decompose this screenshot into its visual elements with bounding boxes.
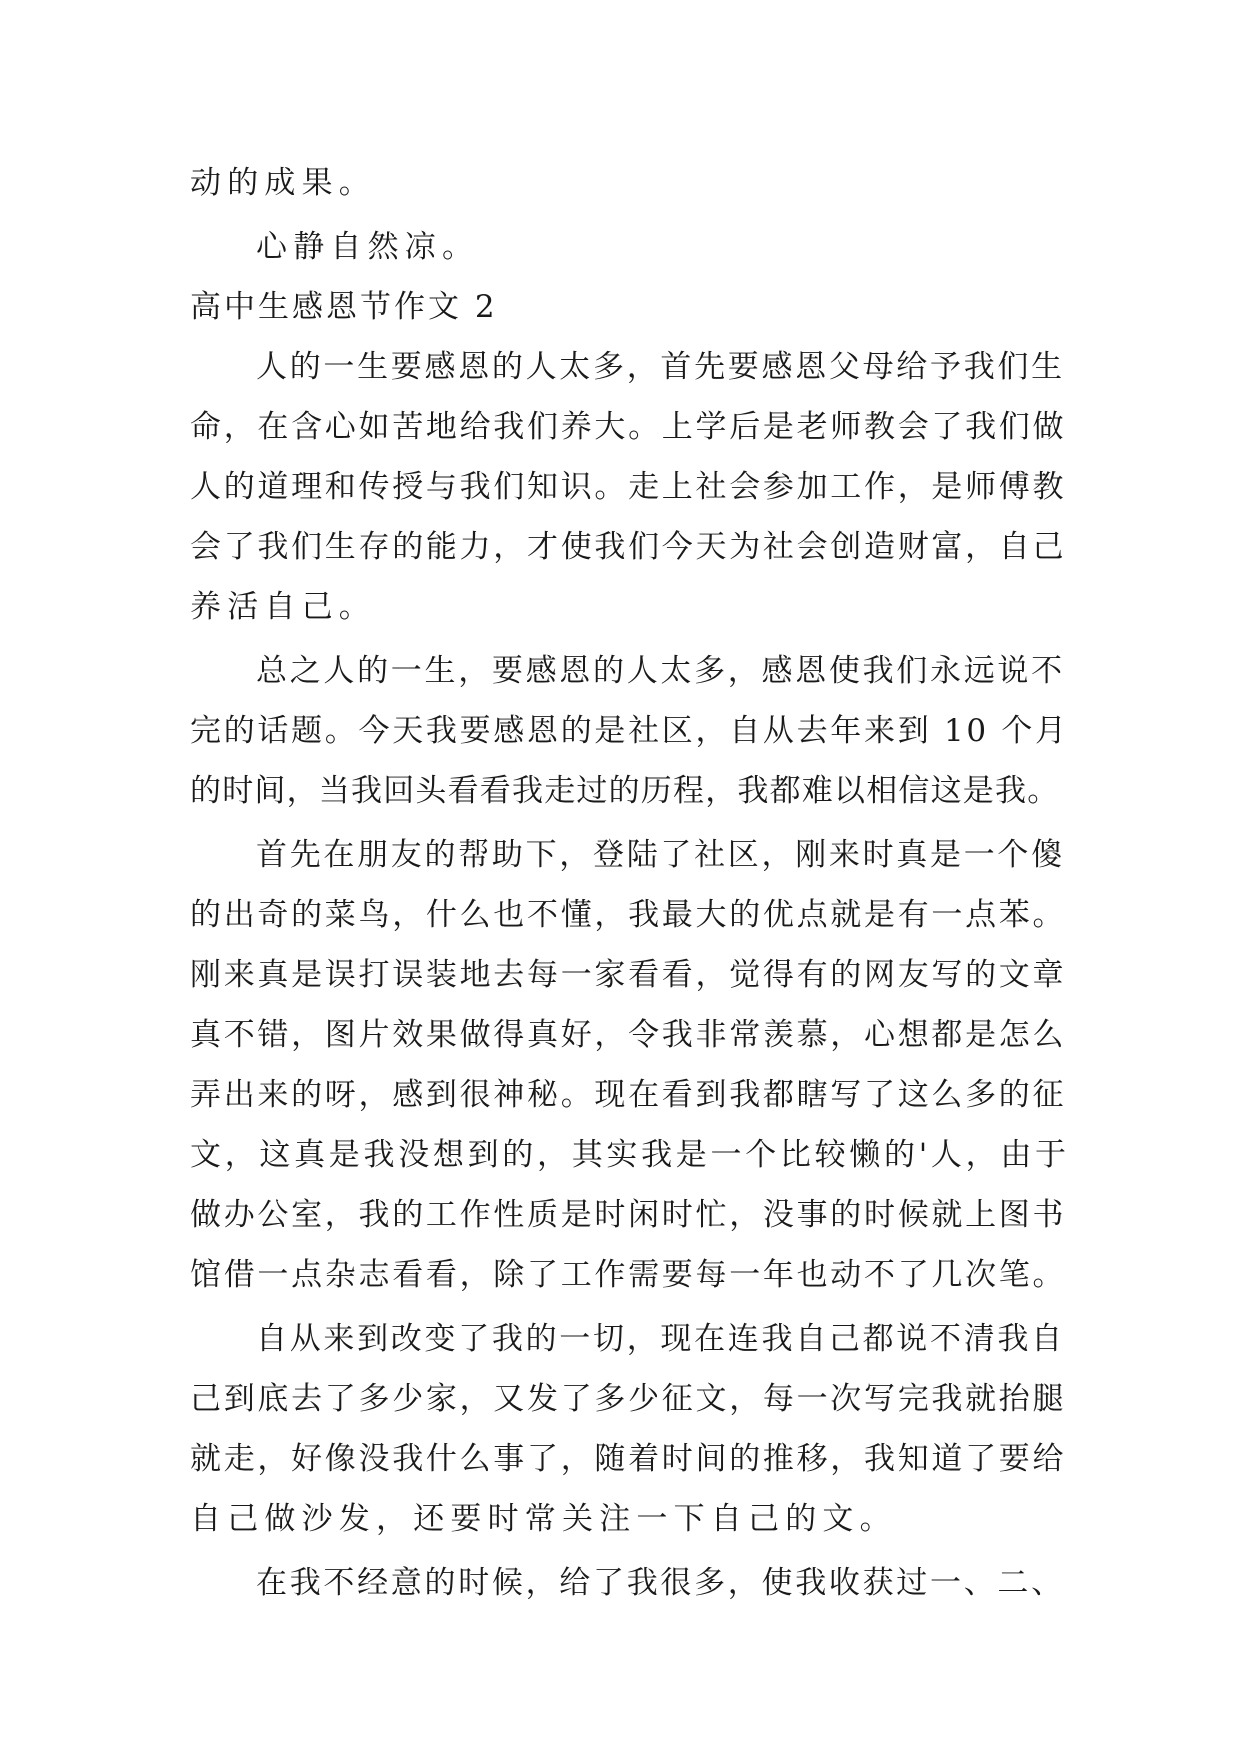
paragraph-line: 的出奇的菜鸟，什么也不懂，我最大的优点就是有一点苯。 (190, 897, 1067, 933)
paragraph-line: 文，这真是我没想到的，其实我是一个比较懒的'人，由于 (190, 1137, 1070, 1173)
paragraph-line: 养活自己。 (190, 589, 376, 625)
section-title: 高中生感恩节作文 2 (190, 289, 498, 325)
paragraph-line: 自从来到改变了我的一切，现在连我自己都说不清我自 (256, 1321, 1065, 1357)
paragraph-line: 心静自然凉。 (256, 229, 480, 265)
paragraph-line: 馆借一点杂志看看，除了工作需要每一年也动不了几次笔。 (190, 1257, 1067, 1293)
paragraph-line: 己到底去了多少家，又发了多少征文，每一次写完我就抬腿 (190, 1381, 1067, 1417)
paragraph-line: 总之人的一生，要感恩的人太多，感恩使我们永远说不 (256, 653, 1065, 689)
paragraph-line: 完的话题。今天我要感恩的是社区，自从去年来到 10 个月 (190, 713, 1069, 749)
paragraph-line: 人的道理和传授与我们知识。走上社会参加工作，是师傅教 (190, 469, 1067, 505)
paragraph-line: 刚来真是误打误装地去每一家看看，觉得有的网友写的文章 (190, 957, 1067, 993)
paragraph-line: 真不错，图片效果做得真好，令我非常羡慕，心想都是怎么 (190, 1017, 1067, 1053)
paragraph-line: 动的成果。 (190, 165, 376, 201)
paragraph-line: 自己做沙发，还要时常关注一下自己的文。 (190, 1501, 897, 1537)
paragraph-line: 弄出来的呀，感到很神秘。现在看到我都瞎写了这么多的征 (190, 1077, 1067, 1113)
paragraph-line: 人的一生要感恩的人太多，首先要感恩父母给予我们生 (256, 349, 1065, 385)
paragraph-line: 命，在含心如苦地给我们养大。上学后是老师教会了我们做 (190, 409, 1067, 445)
paragraph-line: 首先在朋友的帮助下，登陆了社区，刚来时真是一个傻 (256, 837, 1065, 873)
paragraph-line: 会了我们生存的能力，才使我们今天为社会创造财富，自己 (190, 529, 1067, 565)
paragraph-line: 的时间，当我回头看看我走过的历程，我都难以相信这是我。 (190, 773, 1060, 809)
paragraph-line: 在我不经意的时候，给了我很多，使我收获过一、二、 (256, 1565, 1065, 1601)
paragraph-line: 做办公室，我的工作性质是时闲时忙，没事的时候就上图书 (190, 1197, 1067, 1233)
paragraph-line: 就走，好像没我什么事了，随着时间的推移，我知道了要给 (190, 1441, 1067, 1477)
